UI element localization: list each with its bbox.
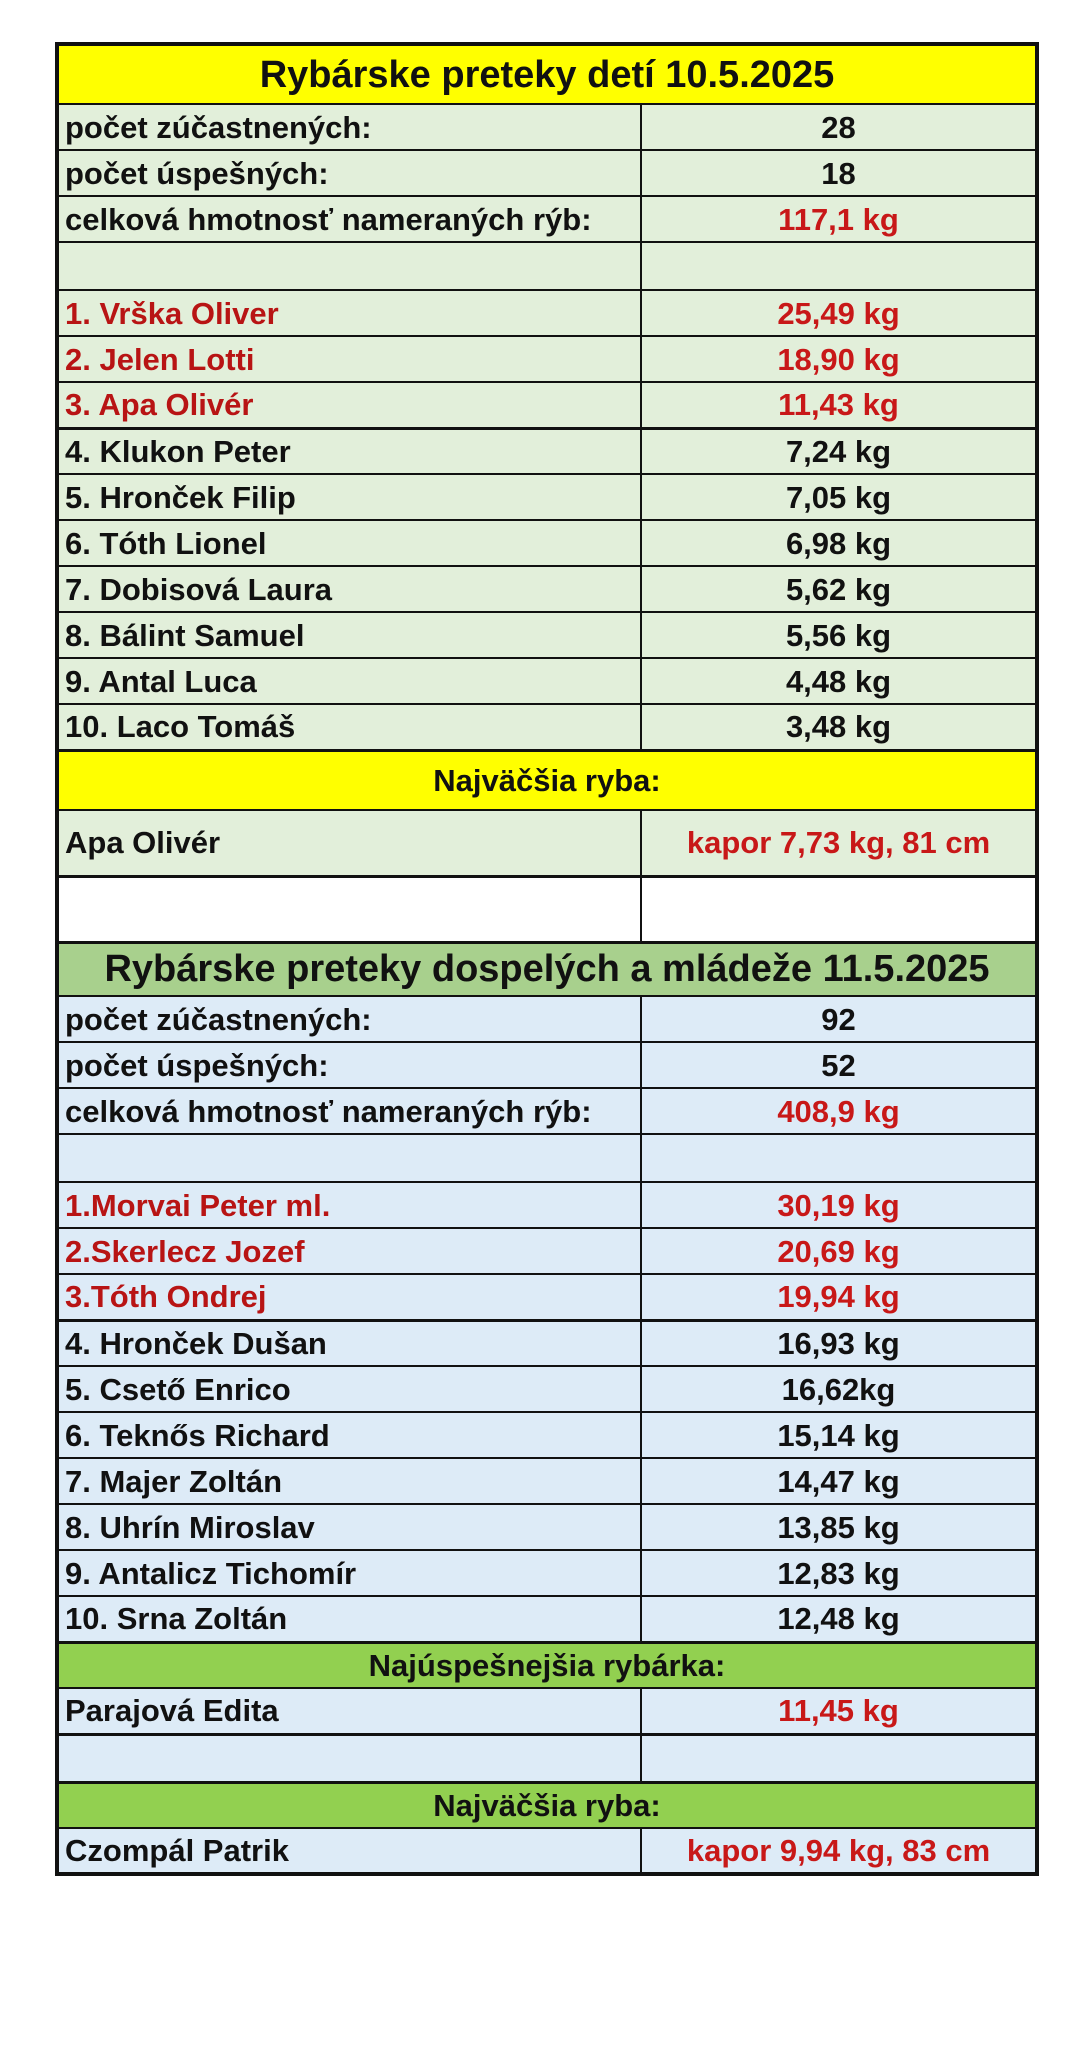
children-result-row [57, 428, 1037, 474]
empty-cell [641, 876, 1037, 942]
result-name: 10. Laco Tomáš [57, 704, 641, 750]
result-weight: 3,48 kg [641, 704, 1037, 750]
result-name: 1.Morvai Peter ml. [57, 1182, 641, 1228]
result-name: 6. Tóth Lionel [57, 520, 641, 566]
stat-label: celková hmotnosť nameraných rýb: [57, 1088, 641, 1134]
stat-value: 52 [641, 1042, 1037, 1088]
best-woman-value: 11,45 kg [641, 1688, 1037, 1734]
result-name: 3. Apa Olivér [57, 382, 641, 428]
children-stat-row [57, 196, 1037, 242]
adults-stat-row [57, 1042, 1037, 1088]
stat-label: počet zúčastnených: [57, 104, 641, 150]
stat-value: 18 [641, 150, 1037, 196]
stat-label: počet úspešných: [57, 1042, 641, 1088]
adults-stat-row [57, 996, 1037, 1042]
adults-result-row [57, 1550, 1037, 1596]
children-result-row [57, 336, 1037, 382]
biggest-fish-value: kapor 7,73 kg, 81 cm [641, 810, 1037, 876]
adults-biggest-fish-row [57, 1828, 1037, 1874]
best-woman-name: Parajová Edita [57, 1688, 641, 1734]
children-result-row [57, 658, 1037, 704]
results-table [55, 42, 1039, 1876]
result-name: 9. Antalicz Tichomír [57, 1550, 641, 1596]
result-weight: 14,47 kg [641, 1458, 1037, 1504]
result-weight: 13,85 kg [641, 1504, 1037, 1550]
best-woman-heading: Najúspešnejšia rybárka: [57, 1642, 1037, 1688]
children-result-row [57, 704, 1037, 750]
stat-label: počet zúčastnených: [57, 996, 641, 1042]
result-name: 10. Srna Zoltán [57, 1596, 641, 1642]
adults-result-row [57, 1274, 1037, 1320]
result-weight: 16,93 kg [641, 1320, 1037, 1366]
empty-cell [641, 242, 1037, 290]
children-title: Rybárske preteky detí 10.5.2025 [57, 44, 1037, 104]
adults-title-row [57, 942, 1037, 996]
stat-value: 92 [641, 996, 1037, 1042]
result-weight: 30,19 kg [641, 1182, 1037, 1228]
result-weight: 4,48 kg [641, 658, 1037, 704]
result-weight: 7,05 kg [641, 474, 1037, 520]
adults-result-row [57, 1412, 1037, 1458]
result-weight: 16,62kg [641, 1366, 1037, 1412]
children-stat-row [57, 150, 1037, 196]
biggest-fish-heading: Najväčšia ryba: [57, 1782, 1037, 1828]
result-weight: 5,56 kg [641, 612, 1037, 658]
result-name: 5. Csető Enrico [57, 1366, 641, 1412]
result-weight: 11,43 kg [641, 382, 1037, 428]
result-name: 4. Klukon Peter [57, 428, 641, 474]
empty-cell [57, 1734, 641, 1782]
result-name: 8. Bálint Samuel [57, 612, 641, 658]
adults-result-row [57, 1228, 1037, 1274]
adults-result-row [57, 1320, 1037, 1366]
adults-result-row [57, 1504, 1037, 1550]
result-name: 7. Dobisová Laura [57, 566, 641, 612]
stat-value-total: 117,1 kg [641, 196, 1037, 242]
adults-result-row [57, 1182, 1037, 1228]
empty-cell [641, 1734, 1037, 1782]
adults-result-row [57, 1366, 1037, 1412]
results-sheet [55, 42, 1035, 1876]
result-weight: 15,14 kg [641, 1412, 1037, 1458]
children-biggest-fish-heading-row [57, 750, 1037, 810]
result-name: 7. Majer Zoltán [57, 1458, 641, 1504]
result-name: 5. Hronček Filip [57, 474, 641, 520]
result-name: 3.Tóth Ondrej [57, 1274, 641, 1320]
biggest-fish-heading: Najväčšia ryba: [57, 750, 1037, 810]
adults-stat-row [57, 1088, 1037, 1134]
adults-biggest-fish-heading-row [57, 1782, 1037, 1828]
children-result-row [57, 520, 1037, 566]
result-weight: 19,94 kg [641, 1274, 1037, 1320]
children-title-row [57, 44, 1037, 104]
result-weight: 6,98 kg [641, 520, 1037, 566]
result-weight: 7,24 kg [641, 428, 1037, 474]
spacer-row [57, 242, 1037, 290]
result-name: 6. Teknős Richard [57, 1412, 641, 1458]
stat-value-total: 408,9 kg [641, 1088, 1037, 1134]
adults-result-row [57, 1458, 1037, 1504]
empty-cell [641, 1134, 1037, 1182]
empty-cell [57, 876, 641, 942]
adults-title: Rybárske preteky dospelých a mládeže 11.5.2025 [57, 942, 1037, 996]
empty-cell [57, 242, 641, 290]
stat-label: celková hmotnosť nameraných rýb: [57, 196, 641, 242]
children-biggest-fish-row [57, 810, 1037, 876]
adults-result-row [57, 1596, 1037, 1642]
stat-value: 28 [641, 104, 1037, 150]
result-name: 4. Hronček Dušan [57, 1320, 641, 1366]
biggest-fish-name: Czompál Patrik [57, 1828, 641, 1874]
children-result-row [57, 612, 1037, 658]
spacer-row [57, 1134, 1037, 1182]
result-weight: 25,49 kg [641, 290, 1037, 336]
result-name: 2. Jelen Lotti [57, 336, 641, 382]
spacer-row [57, 1734, 1037, 1782]
result-weight: 12,83 kg [641, 1550, 1037, 1596]
result-name: 9. Antal Luca [57, 658, 641, 704]
result-weight: 12,48 kg [641, 1596, 1037, 1642]
children-result-row [57, 382, 1037, 428]
spacer-row [57, 876, 1037, 942]
stat-label: počet úspešných: [57, 150, 641, 196]
biggest-fish-value: kapor 9,94 kg, 83 cm [641, 1828, 1037, 1874]
best-woman-heading-row [57, 1642, 1037, 1688]
result-name: 1. Vrška Oliver [57, 290, 641, 336]
children-result-row [57, 290, 1037, 336]
empty-cell [57, 1134, 641, 1182]
result-weight: 18,90 kg [641, 336, 1037, 382]
result-weight: 5,62 kg [641, 566, 1037, 612]
result-weight: 20,69 kg [641, 1228, 1037, 1274]
children-result-row [57, 474, 1037, 520]
children-stat-row [57, 104, 1037, 150]
best-woman-row [57, 1688, 1037, 1734]
biggest-fish-name: Apa Olivér [57, 810, 641, 876]
result-name: 2.Skerlecz Jozef [57, 1228, 641, 1274]
result-name: 8. Uhrín Miroslav [57, 1504, 641, 1550]
children-result-row [57, 566, 1037, 612]
